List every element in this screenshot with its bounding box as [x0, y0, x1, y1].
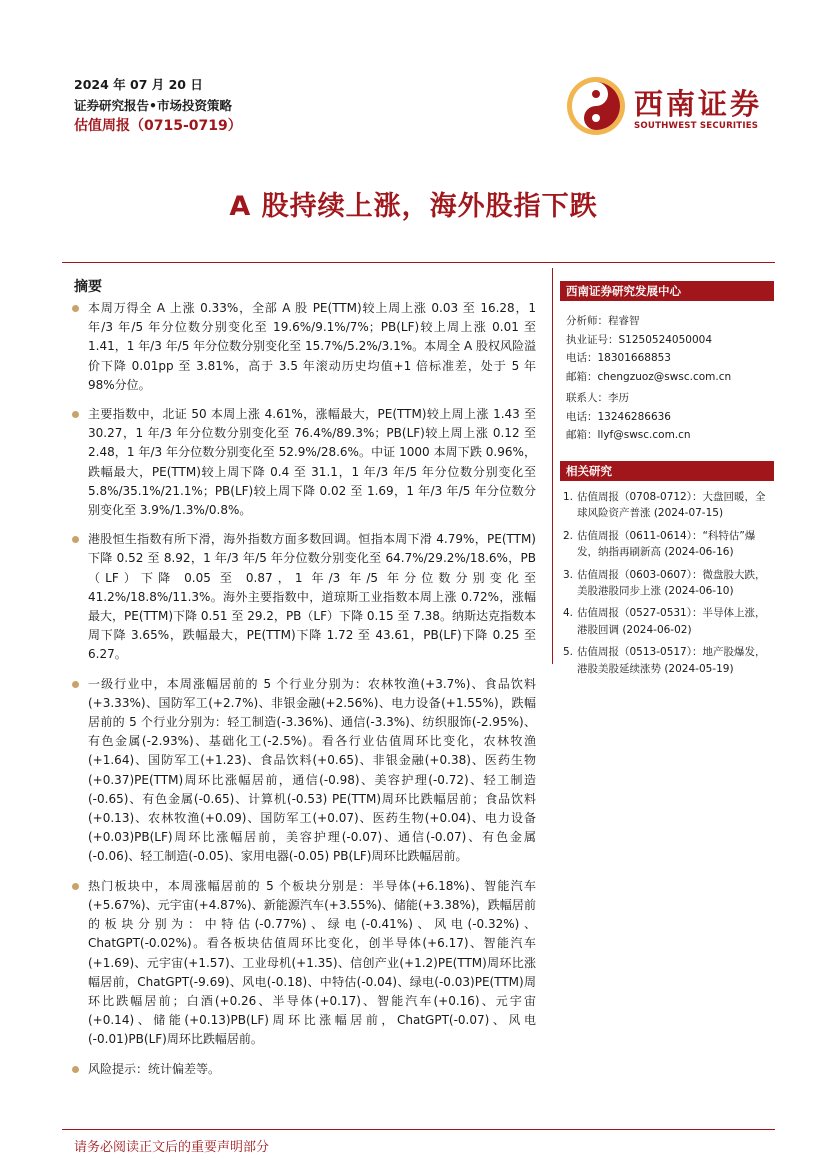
bullet-icon	[72, 1066, 79, 1073]
summary-paragraph: 本周万得全 A 上涨 0.33%，全部 A 股 PE(TTM)较上周上涨 0.03 至 16.28，1 年/3 年/5 年分位数分别变化至 19.6%/9.1%/7%；PB(LF)较上周上涨 0.01 至 1.41，1 年/3 年/5 年分位数分别变化至 15.7%/5.2%/3.1%。本周全 A 股权风险溢价下降 0.01pp 至 3.81%，高于 3.5 年滚动历史均值+1 倍标准差，处于 5 年 98%分位。	[72, 299, 536, 395]
logo-name-cn: 西南证券	[634, 87, 763, 121]
related-item[interactable]: 3. 估值周报（0603-0607）：微盘股大跌，美股港股同步上涨 (2024-06-10)	[563, 568, 766, 598]
bullet-icon	[72, 305, 79, 312]
top-divider	[62, 262, 775, 263]
report-series: 估值周报（0715-0719）	[74, 118, 242, 134]
related-item[interactable]: 5. 估值周报（0513-0517）：地产股爆发，港股美股延续涨势 (2024-05-19)	[563, 646, 766, 675]
related-item[interactable]: 1. 估值周报（0708-0712）：大盘回暖，全球风险资产普涨 (2024-07-15)	[563, 491, 766, 520]
contact-info: 联系人：李历 电话：13246286636 邮箱：llyf@swsc.com.cn	[566, 389, 691, 445]
summary-paragraph: 主要指数中，北证 50 本周上涨 4.61%，涨幅最大，PE(TTM)较上周上涨 1.43 至 30.27，1 年/3 年分位数分别变化至 76.4%/89.3%；PB(LF)较上周上涨 0.12 至 2.48，1 年/3 年分位数分别变化至 52.9%/28.6%。中证 1000 本周下跌 0.96%，跌幅最大，PE(TTM)较上周下降 0.4 至 31.1，1 年/3 年/5 年分位数分别变化至 5.8%/35.1%/21.1%；PB(LF)较上周下降 0.02 至 1.69，1 年/3 年/5 年分位数分别变化至 3.9%/1.3%/0.8%。	[72, 405, 536, 520]
summary-section	[72, 299, 536, 1089]
research-center-heading: 西南证券研究发展中心	[560, 281, 774, 301]
column-divider	[552, 268, 553, 664]
bullet-icon	[72, 536, 79, 543]
bullet-icon	[72, 411, 79, 418]
summary-paragraph: 风险提示：统计偏差等。	[72, 1060, 536, 1079]
related-item[interactable]: 2. 估值周报（0611-0614）：“科特估”爆发，纳指再刷新高 (2024-06-16)	[563, 529, 756, 559]
analyst-email[interactable]: 邮箱：chengzuoz@swsc.com.cn	[566, 370, 732, 383]
bullet-icon	[72, 883, 79, 890]
summary-heading: 摘要	[74, 279, 102, 295]
report-header	[74, 74, 242, 137]
related-item[interactable]: 4. 估值周报（0527-0531）：半导体上涨，港股回调 (2024-06-02)	[563, 607, 766, 636]
related-research-heading: 相关研究	[560, 461, 774, 481]
report-category: 证券研究报告•市场投资策略	[74, 98, 232, 113]
footer-disclaimer: 请务必阅读正文后的重要声明部分	[74, 1140, 270, 1155]
related-research-list	[563, 489, 775, 683]
analyst-info: 分析师：程睿智 执业证号：S1250524050004 电话：18301668853 邮箱：chengzuoz@swsc.com.cn	[566, 312, 731, 386]
bottom-divider	[62, 1129, 775, 1130]
logo-name-en: SOUTHWEST SECURITIES	[634, 121, 759, 131]
report-date: 2024 年 07 月 20 日	[74, 77, 203, 92]
report-title: A 股持续上涨，海外股指下跌	[229, 191, 598, 222]
summary-paragraph: 港股恒生指数有所下滑，海外指数方面多数回调。恒指本周下滑 4.79%，PE(TTM)下降 0.52 至 8.92，1 年/3 年/5 年分位数分别变化至 64.7%/29.2%/18.6%，PB（LF）下降 0.05 至 0.87，1 年/3 年/5 年分位数分别变化至 41.2%/18.8%/11.3%。海外主要指数中，道琼斯工业指数本周上涨 0.72%，涨幅最大，PE(TTM)下降 0.51 至 29.2，PB（LF）下降 0.15 至 7.38。纳斯达克指数本周下降 3.65%，跌幅最大，PE(TTM)下降 1.72 至 43.61，PB(LF)下降 0.25 至 6.27。	[72, 530, 536, 664]
summary-paragraph: 一级行业中，本周涨幅居前的 5 个行业分别为：农林牧渔(+3.7%)、食品饮料(+3.33%)、国防军工(+2.7%)、非银金融(+2.56%)、电力设备(+1.55%)，跌幅居前的 5 个行业分别为：轻工制造(-3.36%)、通信(-3.3%)、纺织服饰(-2.95%)、有色金属(-2.93%)、基础化工(-2.5%)。看各行业估值周环比变化，农林牧渔(+1.64)、国防军工(+1.23)、食品饮料(+0.65)、非银金融(+0.38)、医药生物(+0.37)PE(TTM)周环比涨幅居前，通信(-0.98)、美容护理(-0.72)、轻工制造(-0.65)、有色金属(-0.65)、计算机(-0.53) PE(TTM)周环比跌幅居前；食品饮料(+0.13)、农林牧渔(+0.09)、国防军工(+0.07)、医药生物(+0.04)、电力设备(+0.03)PB(LF)周环比涨幅居前，美容护理(-0.07)、通信(-0.07)、有色金属(-0.06)、轻工制造(-0.05)、家用电器(-0.05) PB(LF)周环比跌幅居前。	[72, 675, 536, 867]
bullet-icon	[72, 681, 79, 688]
summary-paragraph: 热门板块中，本周涨幅居前的 5 个板块分别是：半导体(+6.18%)、智能汽车(+5.67%)、元宇宙(+4.87%)、新能源汽车(+3.55%)、储能(+3.38%)，跌幅居前的板块分别为：中特估(-0.77%)、绿电(-0.41%)、风电(-0.32%)、ChatGPT(-0.02%)。看各板块估值周环比变化，创半导体(+6.17)、智能汽车(+1.69)、元宇宙(+1.57)、工业母机(+1.35)、信创产业(+1.2)PE(TTM)周环比涨幅居前，ChatGPT(-9.69)、风电(-0.18)、中特估(-0.04)、绿电(-0.03)PE(TTM)周环比跌幅居前；白酒(+0.26、半导体(+0.17)、智能汽车(+0.16)、元宇宙(+0.14)、储能(+0.13)PB(LF)周环比涨幅居前，ChatGPT(-0.07)、风电(-0.01)PB(LF)周环比跌幅居前。	[72, 877, 536, 1050]
contact-email[interactable]: 邮箱：llyf@swsc.com.cn	[566, 429, 691, 441]
